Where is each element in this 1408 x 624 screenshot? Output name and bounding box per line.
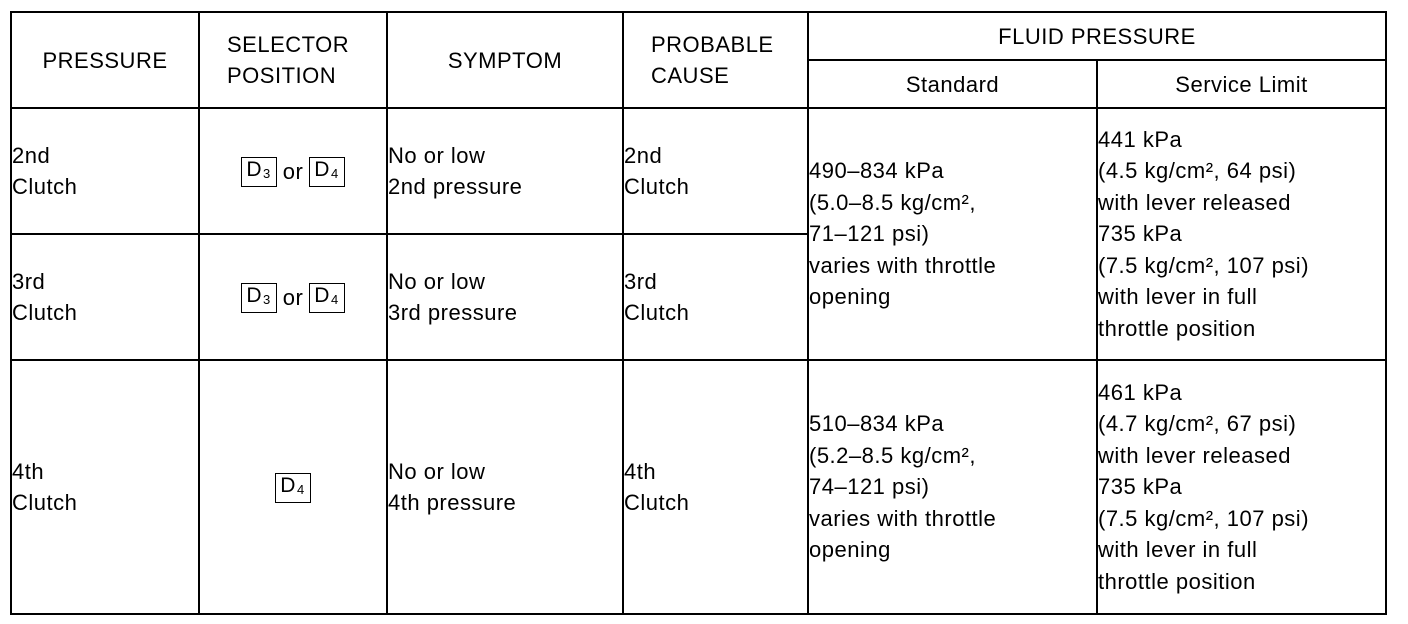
fluid-pressure-spec-table [10, 11, 1387, 615]
header-row [11, 12, 1386, 60]
pressure-line: 3rd [12, 268, 46, 294]
symptom-line: 4th pressure [388, 490, 517, 515]
standard-line: 74–121 psi) [809, 474, 930, 500]
symptom-line: No or low [388, 142, 486, 168]
header-selector-line-1: SELECTOR [227, 32, 350, 57]
cause-line: 3rd [624, 268, 658, 294]
service-limit-line: 735 kPa [1098, 474, 1183, 500]
service-limit-line: 735 kPa [1098, 221, 1183, 247]
header-fluid-pressure-text: FLUID PRESSURE [998, 23, 1196, 49]
header-selector-line-2: POSITION [227, 63, 337, 88]
service-limit-line: 461 kPa [1098, 379, 1183, 405]
pressure-line: Clutch [12, 300, 78, 325]
cause-line: 4th [624, 458, 657, 484]
service-limit-line: (4.5 kg/cm², 64 psi) [1098, 158, 1297, 184]
gear-number: 3 [262, 165, 271, 181]
pressure-line: Clutch [12, 174, 78, 199]
gear-letter: D [280, 474, 296, 498]
pressure-line: 2nd [12, 142, 51, 168]
cause-cell [623, 234, 808, 360]
or-text: or [282, 284, 304, 310]
symptom-line: 3rd pressure [388, 300, 518, 325]
standard-line: 490–834 kPa [809, 158, 945, 184]
or-text: or [282, 158, 304, 184]
standard-line: (5.2–8.5 kg/cm², [809, 442, 976, 468]
pressure-line: Clutch [12, 490, 78, 515]
gear-number: 4 [296, 482, 305, 498]
gear-number: 4 [330, 291, 339, 307]
service-limit-line: (7.5 kg/cm², 107 psi) [1098, 505, 1310, 531]
gear-position-badge [275, 473, 310, 503]
symptom-cell [387, 234, 623, 360]
header-symptom-text: SYMPTOM [447, 47, 563, 73]
gear-letter: D [314, 157, 330, 181]
selector-cell [199, 108, 387, 234]
gear-letter: D [246, 157, 262, 181]
standard-pressure-cell [808, 360, 1097, 614]
header-fluid-pressure [808, 12, 1386, 60]
symptom-line: No or low [388, 458, 486, 484]
standard-pressure-cell [808, 108, 1097, 360]
service-limit-line: with lever in full [1098, 284, 1258, 310]
gear-number: 3 [262, 291, 271, 307]
gear-position-badge [241, 157, 276, 187]
cause-line: Clutch [624, 174, 690, 199]
gear-number: 4 [330, 165, 339, 181]
selector-cell [199, 234, 387, 360]
header-pressure-text: PRESSURE [42, 47, 168, 73]
table-row [11, 360, 1386, 614]
selector-cell [199, 360, 387, 614]
service-limit-line: throttle position [1098, 568, 1256, 594]
service-limit-cell [1097, 108, 1386, 360]
standard-line: (5.0–8.5 kg/cm², [809, 189, 976, 215]
service-limit-line: with lever released [1098, 189, 1291, 215]
service-limit-line: throttle position [1098, 315, 1256, 341]
gear-letter: D [246, 283, 262, 307]
pressure-cell [11, 234, 199, 360]
pressure-cell [11, 360, 199, 614]
cause-line: Clutch [624, 490, 690, 515]
standard-line: 510–834 kPa [809, 411, 945, 437]
service-limit-line: (7.5 kg/cm², 107 psi) [1098, 252, 1310, 278]
cause-cell [623, 360, 808, 614]
symptom-cell [387, 108, 623, 234]
pressure-line: 4th [12, 458, 45, 484]
header-probable-cause [623, 12, 808, 108]
standard-line: varies with throttle [809, 252, 997, 278]
gear-position-badge [241, 283, 276, 313]
gear-letter: D [314, 283, 330, 307]
header-cause-line-2: CAUSE [651, 63, 730, 88]
symptom-line: No or low [388, 268, 486, 294]
header-cause-line-1: PROBABLE [651, 32, 774, 57]
header-symptom [387, 12, 623, 108]
gear-position-badge [309, 283, 344, 313]
service-limit-cell [1097, 360, 1386, 614]
service-limit-line: (4.7 kg/cm², 67 psi) [1098, 411, 1297, 437]
table-row [11, 108, 1386, 234]
header-standard-text: Standard [905, 71, 1000, 97]
header-service-limit-text: Service Limit [1175, 71, 1308, 97]
standard-line: opening [809, 537, 891, 563]
gear-position-badge [309, 157, 344, 187]
standard-line: varies with throttle [809, 505, 997, 531]
header-selector-position [199, 12, 387, 108]
cause-line: Clutch [624, 300, 690, 325]
standard-line: 71–121 psi) [809, 221, 930, 247]
standard-line: opening [809, 284, 891, 310]
pressure-cell [11, 108, 199, 234]
service-limit-line: with lever released [1098, 442, 1291, 468]
cause-cell [623, 108, 808, 234]
service-limit-line: with lever in full [1098, 537, 1258, 563]
symptom-line: 2nd pressure [388, 174, 523, 199]
header-service-limit [1097, 60, 1386, 108]
header-pressure [11, 12, 199, 108]
header-standard [808, 60, 1097, 108]
service-limit-line: 441 kPa [1098, 126, 1183, 152]
symptom-cell [387, 360, 623, 614]
cause-line: 2nd [624, 142, 663, 168]
